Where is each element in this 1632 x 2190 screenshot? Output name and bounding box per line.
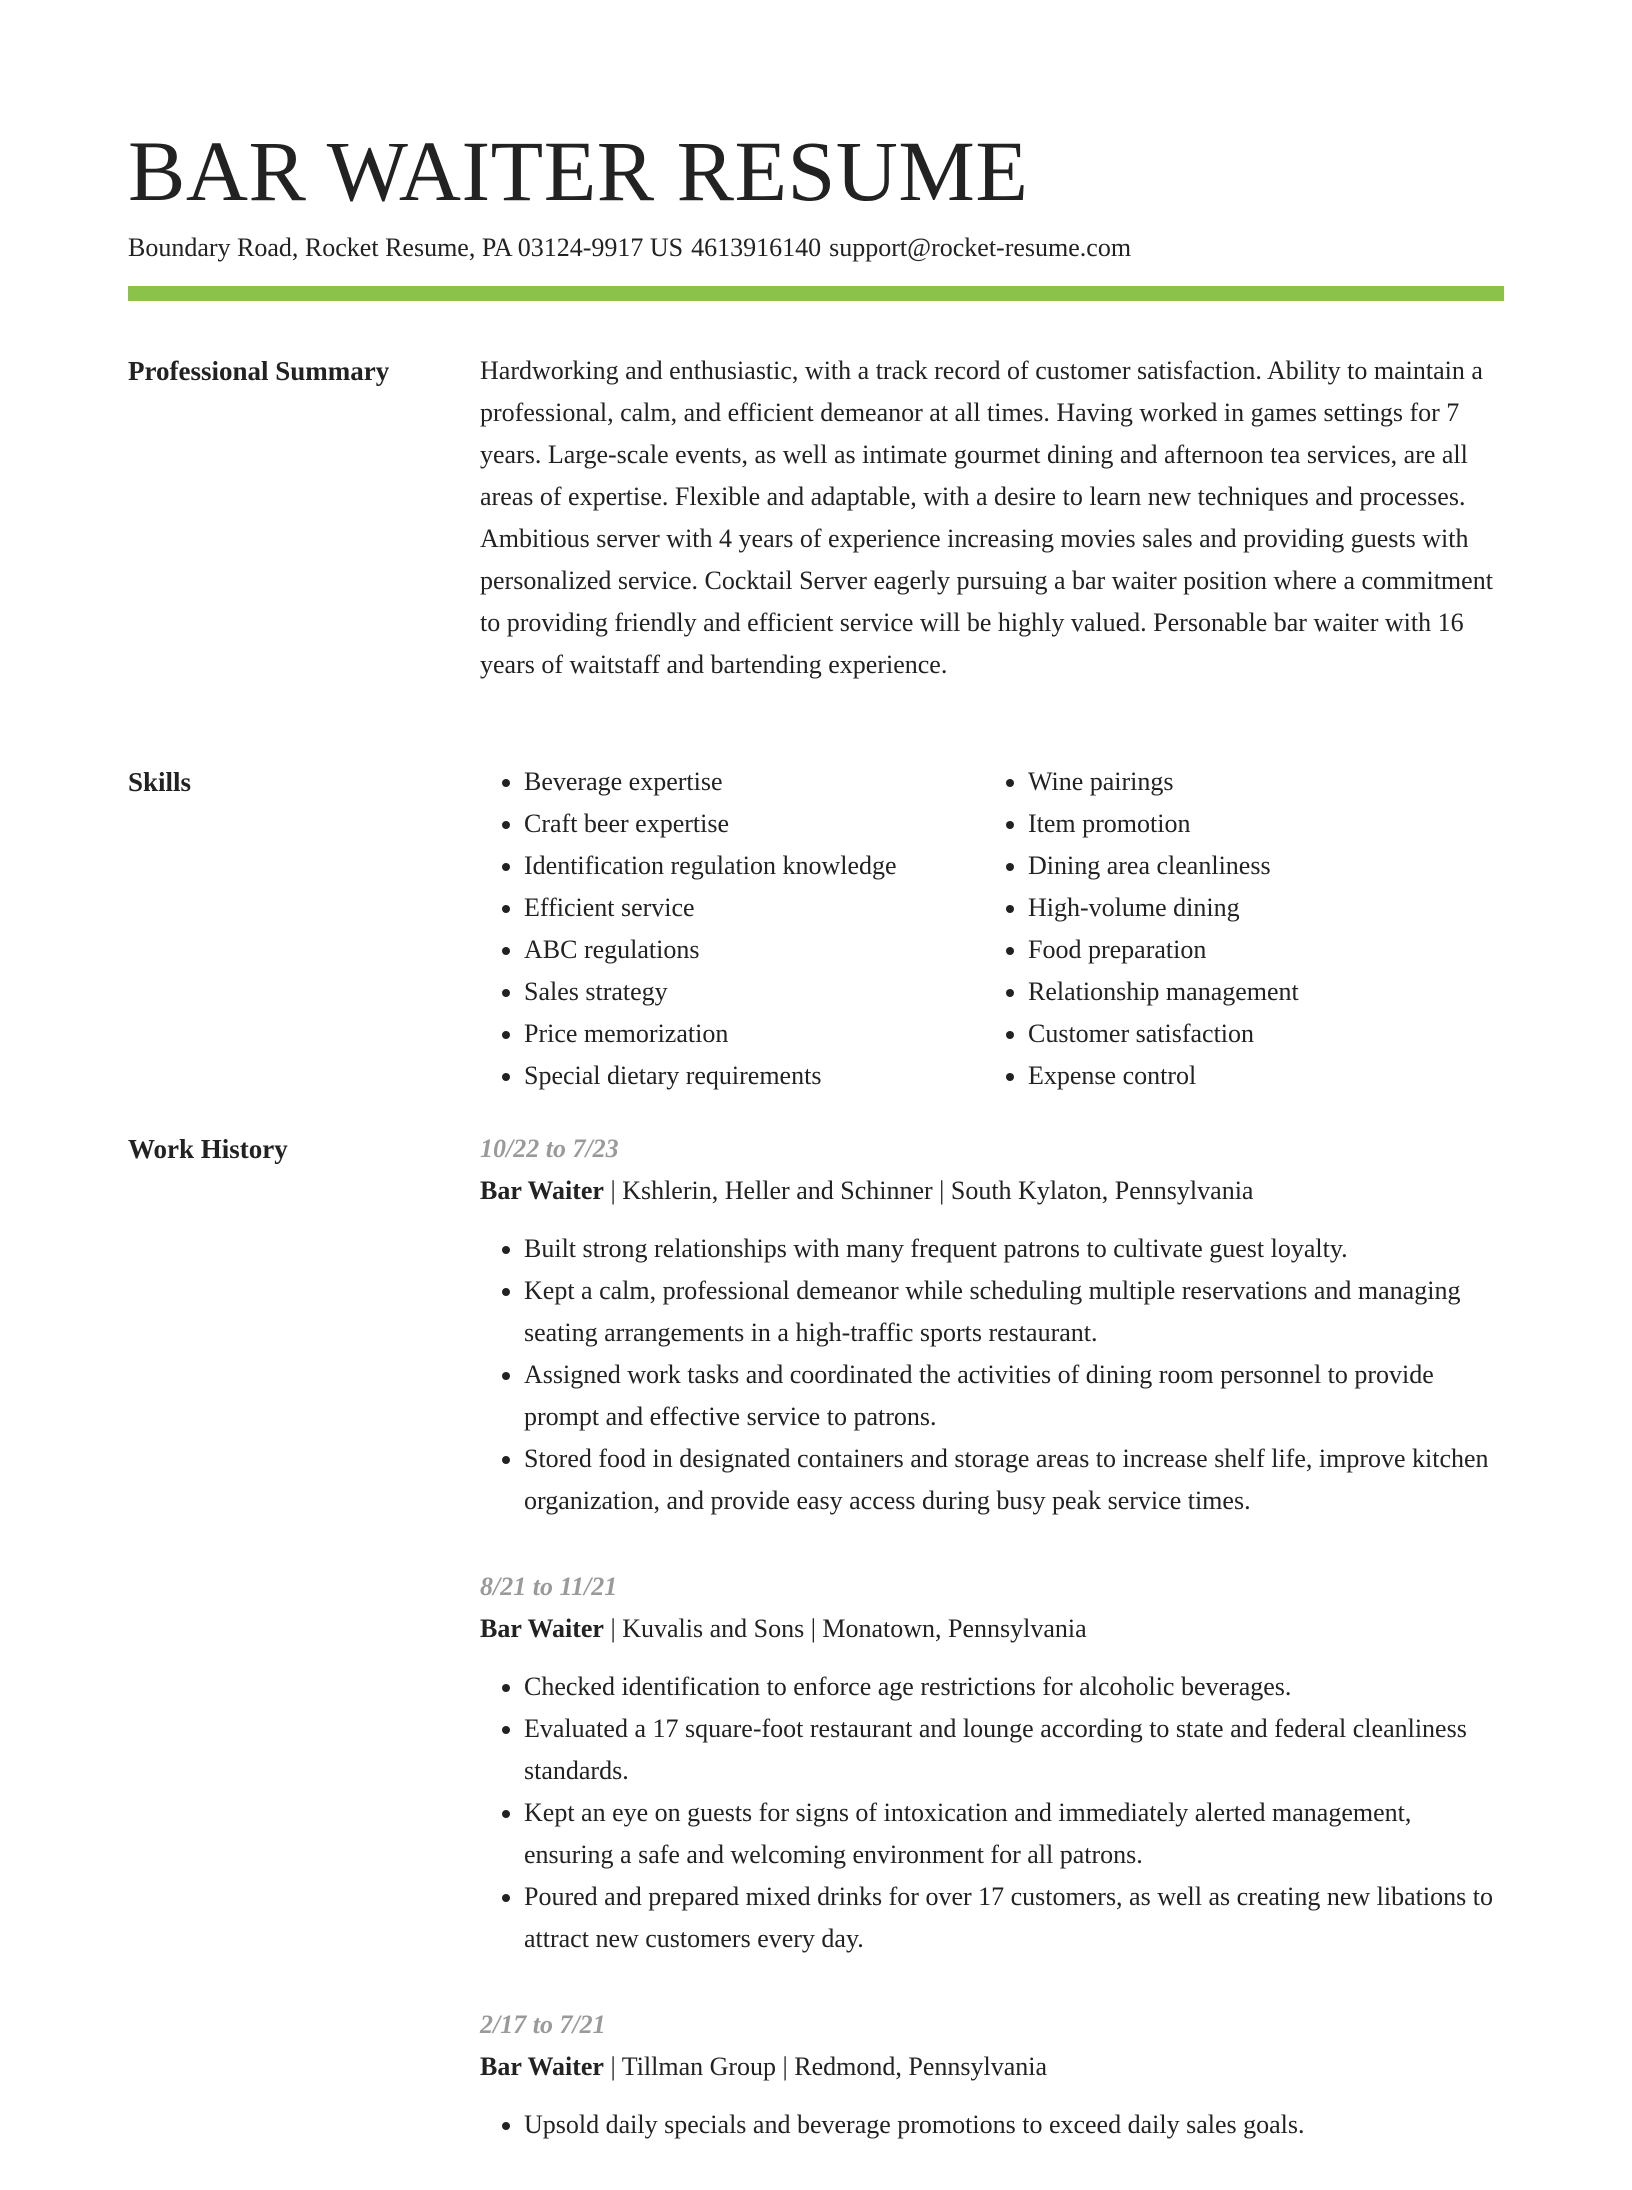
job-title: Bar Waiter <box>480 2052 604 2081</box>
skill-item: • Customer satisfaction <box>1028 1013 1299 1055</box>
contact-line <box>128 230 1131 266</box>
skill-item: • Beverage expertise <box>524 761 897 803</box>
job-bullet: • Built strong relationships with many frequent patrons to cultivate guest loyalty. <box>524 1228 1504 1270</box>
job-entry <box>480 2004 1504 2146</box>
job-bullet: • Kept a calm, professional demeanor while scheduling multiple reservations and managing seating arrangements in a high-traffic sports restaurant. <box>524 1270 1504 1354</box>
job-line <box>480 1170 1504 1212</box>
skill-item: • Craft beer expertise <box>524 803 897 845</box>
summary-text: Hardworking and enthusiastic, with a track record of customer satisfaction. Ability to maintain a professional, calm, and efficient demeanor at all times. Having worked in games settings for 7 years. Large-scale events, as well as intimate gourmet dining and afternoon tea services, are all areas of expertise. Flexible and adaptable, with a desire to learn new techniques and processes. Ambitious server with 4 years of experience increasing movies sales and providing guests with personalized service. Cocktail Server eagerly pursuing a bar waiter position where a commitment to providing friendly and efficient service will be highly valued. Personable bar waiter with 16 years of waitstaff and bartending experience. <box>480 356 1493 679</box>
skills-heading: Skills <box>128 767 192 797</box>
skill-item: • Wine pairings <box>1028 761 1299 803</box>
skill-item: • Sales strategy <box>524 971 897 1013</box>
contact-address: Boundary Road, Rocket Resume, PA 03124-9917 US <box>128 233 684 262</box>
job-details: | Kshlerin, Heller and Schinner | South Kylaton, Pennsylvania <box>603 1176 1254 1205</box>
skill-item: • Special dietary requirements <box>524 1055 897 1097</box>
header-divider <box>128 286 1504 301</box>
job-line <box>480 2046 1504 2088</box>
skills-list-right <box>984 761 1299 1097</box>
job-details: | Tillman Group | Redmond, Pennsylvania <box>603 2052 1048 2081</box>
job-dates: 2/17 to 7/21 <box>480 2010 606 2039</box>
job-bullets <box>480 1228 1504 1522</box>
skill-item: • High-volume dining <box>1028 887 1299 929</box>
skill-item: • Dining area cleanliness <box>1028 845 1299 887</box>
skill-item: • Relationship management <box>1028 971 1299 1013</box>
job-line <box>480 1608 1504 1650</box>
work-history-body <box>480 1128 1504 2190</box>
contact-phone: 4613916140 <box>691 233 822 262</box>
resume-title: BAR WAITER RESUME <box>128 123 1029 219</box>
job-bullet: • Kept an eye on guests for signs of intoxication and immediately alerted management, ensuring a safe and welcoming environment for all patrons. <box>524 1792 1504 1876</box>
job-bullets <box>480 1666 1504 1960</box>
summary-body <box>480 350 1504 686</box>
job-bullet: • Assigned work tasks and coordinated the activities of dining room personnel to provide prompt and effective service to patrons. <box>524 1354 1504 1438</box>
skill-item: • Item promotion <box>1028 803 1299 845</box>
skill-item: • ABC regulations <box>524 929 897 971</box>
job-bullet: • Evaluated a 17 square-foot restaurant and lounge according to state and federal cleanliness standards. <box>524 1708 1504 1792</box>
skill-item: • Identification regulation knowledge <box>524 845 897 887</box>
job-title: Bar Waiter <box>480 1176 604 1205</box>
job-entry <box>480 1128 1504 1522</box>
job-bullet: • Stored food in designated containers and storage areas to increase shelf life, improve kitchen organization, and provide easy access during busy peak service times. <box>524 1438 1504 1522</box>
job-details: | Kuvalis and Sons | Monatown, Pennsylvania <box>603 1614 1087 1643</box>
job-title: Bar Waiter <box>480 1614 604 1643</box>
summary-heading: Professional Summary <box>128 356 390 386</box>
job-bullets <box>480 2104 1504 2146</box>
skill-item: • Efficient service <box>524 887 897 929</box>
job-bullet: • Poured and prepared mixed drinks for over 17 customers, as well as creating new libations to attract new customers every day. <box>524 1876 1504 1960</box>
job-entry <box>480 1566 1504 1960</box>
job-dates: 10/22 to 7/23 <box>480 1134 619 1163</box>
skills-list-left <box>480 761 897 1097</box>
work-history-heading: Work History <box>128 1134 288 1164</box>
skill-item: • Food preparation <box>1028 929 1299 971</box>
skill-item: • Price memorization <box>524 1013 897 1055</box>
contact-email: support@rocket-resume.com <box>829 233 1132 262</box>
skill-item: • Expense control <box>1028 1055 1299 1097</box>
job-bullet: • Checked identification to enforce age restrictions for alcoholic beverages. <box>524 1666 1504 1708</box>
job-dates: 8/21 to 11/21 <box>480 1572 618 1601</box>
job-bullet: • Upsold daily specials and beverage promotions to exceed daily sales goals. <box>524 2104 1504 2146</box>
